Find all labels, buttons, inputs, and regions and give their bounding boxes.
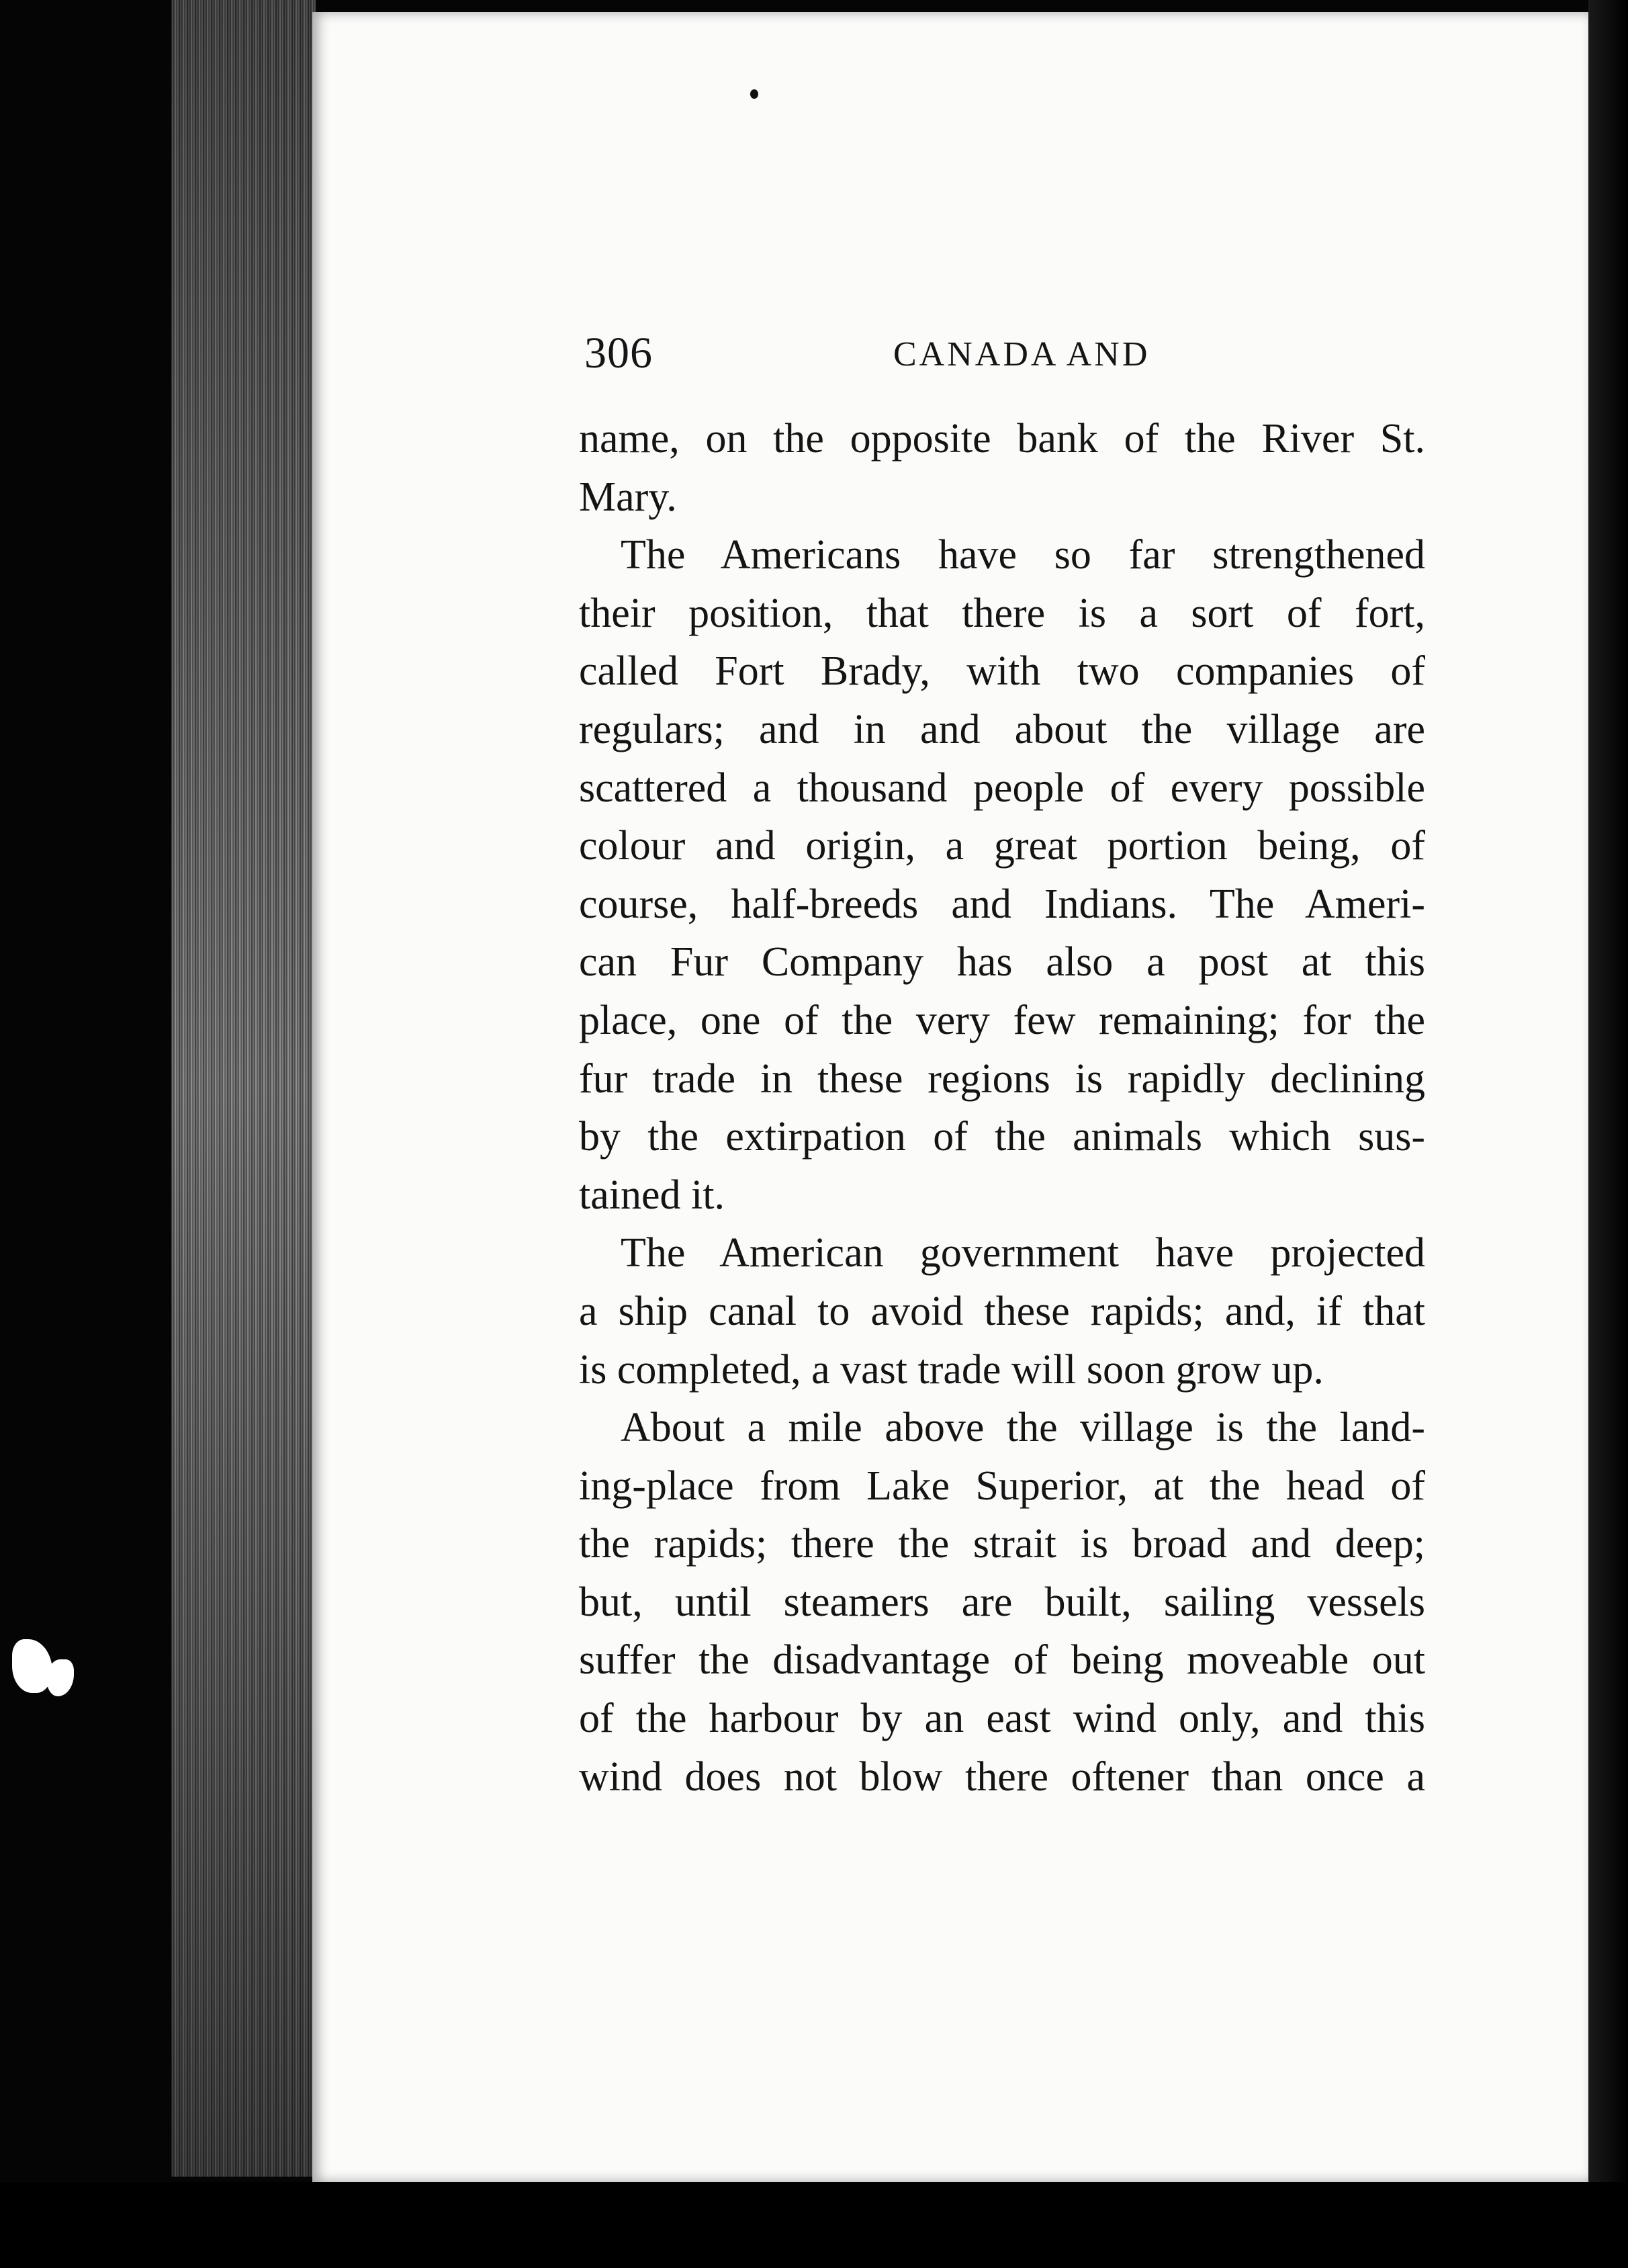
body-text <box>579 410 1425 1806</box>
text-line: is completed, a vast trade will soon grow up. <box>579 1346 1324 1393</box>
text-line: of the harbour by an east wind only, and this <box>579 1696 1425 1742</box>
text-line: by the extirpation of the animals which sus- <box>579 1114 1425 1160</box>
text-line: About a mile above the village is the land- <box>621 1405 1425 1451</box>
text-line: can Fur Company has also a post at this <box>579 939 1425 986</box>
scan-bottom-border <box>0 2182 1628 2268</box>
text-line: their position, that there is a sort of fort, <box>579 590 1425 636</box>
text-line: but, until steamers are built, sailing vessels <box>579 1579 1425 1625</box>
running-head <box>584 328 1417 382</box>
text-line: regulars; and in and about the village are <box>579 706 1425 752</box>
text-line: The American government have projected <box>621 1230 1425 1276</box>
page-right-shadow <box>1588 0 1628 2268</box>
ink-speck <box>750 89 758 99</box>
book-page-edges <box>171 0 316 2177</box>
text-line: ing-place from Lake Superior, at the head of <box>579 1463 1425 1509</box>
page-number: 306 <box>584 329 653 378</box>
text-line: called Fort Brady, with two companies of <box>579 648 1425 695</box>
text-line: suffer the disadvantage of being moveable out <box>579 1637 1425 1684</box>
text-line: name, on the opposite bank of the River St. <box>579 416 1425 462</box>
text-line: colour and origin, a great portion being, of <box>579 823 1425 869</box>
text-line: course, half-breeds and Indians. The Ameri- <box>579 881 1425 927</box>
text-line: a ship canal to avoid these rapids; and, if that <box>579 1288 1425 1334</box>
text-line: place, one of the very few remaining; for the <box>579 997 1425 1043</box>
text-line: tained it. <box>579 1172 725 1218</box>
running-title: CANADA AND <box>893 335 1150 374</box>
text-line: scattered a thousand people of every possible <box>579 765 1425 811</box>
text-line: wind does not blow there oftener than once a <box>579 1753 1425 1800</box>
text-line: fur trade in these regions is rapidly declining <box>579 1055 1425 1102</box>
text-line: the rapids; there the strait is broad and deep; <box>579 1521 1425 1567</box>
text-line: The Americans have so far strengthened <box>621 532 1425 578</box>
text-line: Mary. <box>579 474 677 520</box>
